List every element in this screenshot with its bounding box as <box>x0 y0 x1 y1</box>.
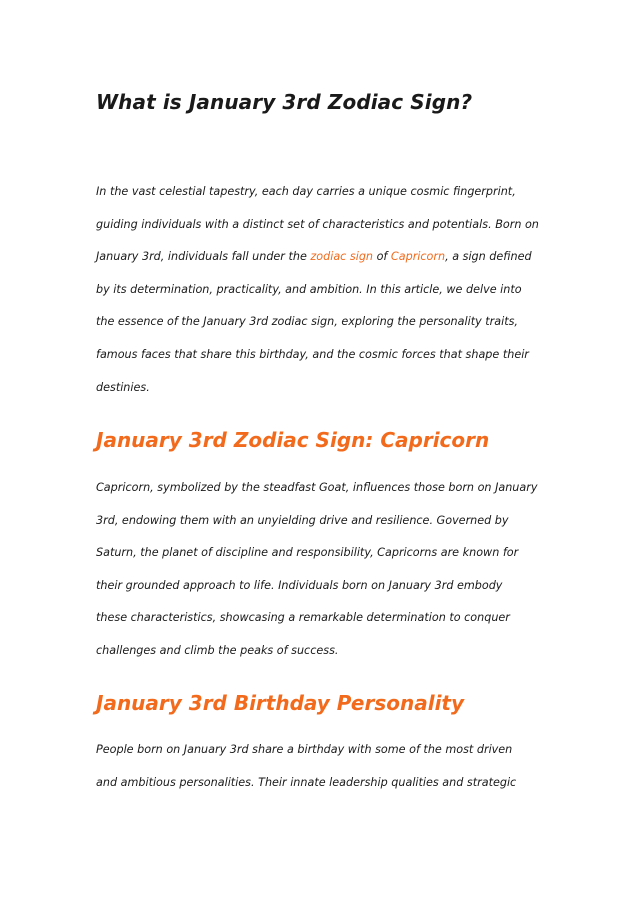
intro-line-3-start: January 3rd, individuals fall under the <box>96 250 311 264</box>
intro-line-7: destinies. <box>96 380 150 394</box>
intro-line-3-end: , a sign defined <box>445 250 532 264</box>
intro-line-3-middle: of <box>373 250 391 264</box>
personality-paragraph <box>96 734 548 799</box>
section-heading-personality: January 3rd Birthday Personality <box>96 691 465 715</box>
personality-line-2: and ambitious personalities. Their innate leadership qualities and strategic <box>96 775 517 789</box>
intro-line-3 <box>96 241 548 274</box>
capricorn-line-1: Capricorn, symbolized by the steadfast Goat, influences those born on January <box>96 481 538 494</box>
personality-line-1: People born on January 3rd share a birthday with some of the most driven <box>96 743 513 756</box>
capricorn-line-2: 3rd, endowing them with an unyielding drive and resilience. Governed by <box>96 513 509 527</box>
intro-line-2: guiding individuals with a distinct set of characteristics and potentials. Born on <box>96 217 539 231</box>
capricorn-paragraph <box>96 472 548 668</box>
intro-paragraph <box>96 176 548 404</box>
capricorn-line-6: challenges and climb the peaks of success. <box>96 643 339 657</box>
capricorn-line-5: these characteristics, showcasing a remarkable determination to conquer <box>96 611 510 625</box>
zodiac-sign-link[interactable]: zodiac sign <box>310 250 374 264</box>
page-title: What is January 3rd Zodiac Sign? <box>96 90 473 114</box>
intro-line-4: by its determination, practicality, and ambition. In this article, we delve into <box>96 282 522 296</box>
intro-line-6: famous faces that share this birthday, and the cosmic forces that shape their <box>96 347 529 361</box>
capricorn-line-3: Saturn, the planet of discipline and responsibility, Capricorns are known for <box>96 546 519 560</box>
intro-line-1: In the vast celestial tapestry, each day carries a unique cosmic fingerprint, <box>96 185 516 198</box>
intro-line-5: the essence of the January 3rd zodiac sign, exploring the personality traits, <box>96 315 518 329</box>
section-heading-capricorn: January 3rd Zodiac Sign: Capricorn <box>96 428 490 452</box>
capricorn-line-4: their grounded approach to life. Individuals born on January 3rd embody <box>96 578 503 592</box>
capricorn-link[interactable]: Capricorn <box>390 250 446 264</box>
